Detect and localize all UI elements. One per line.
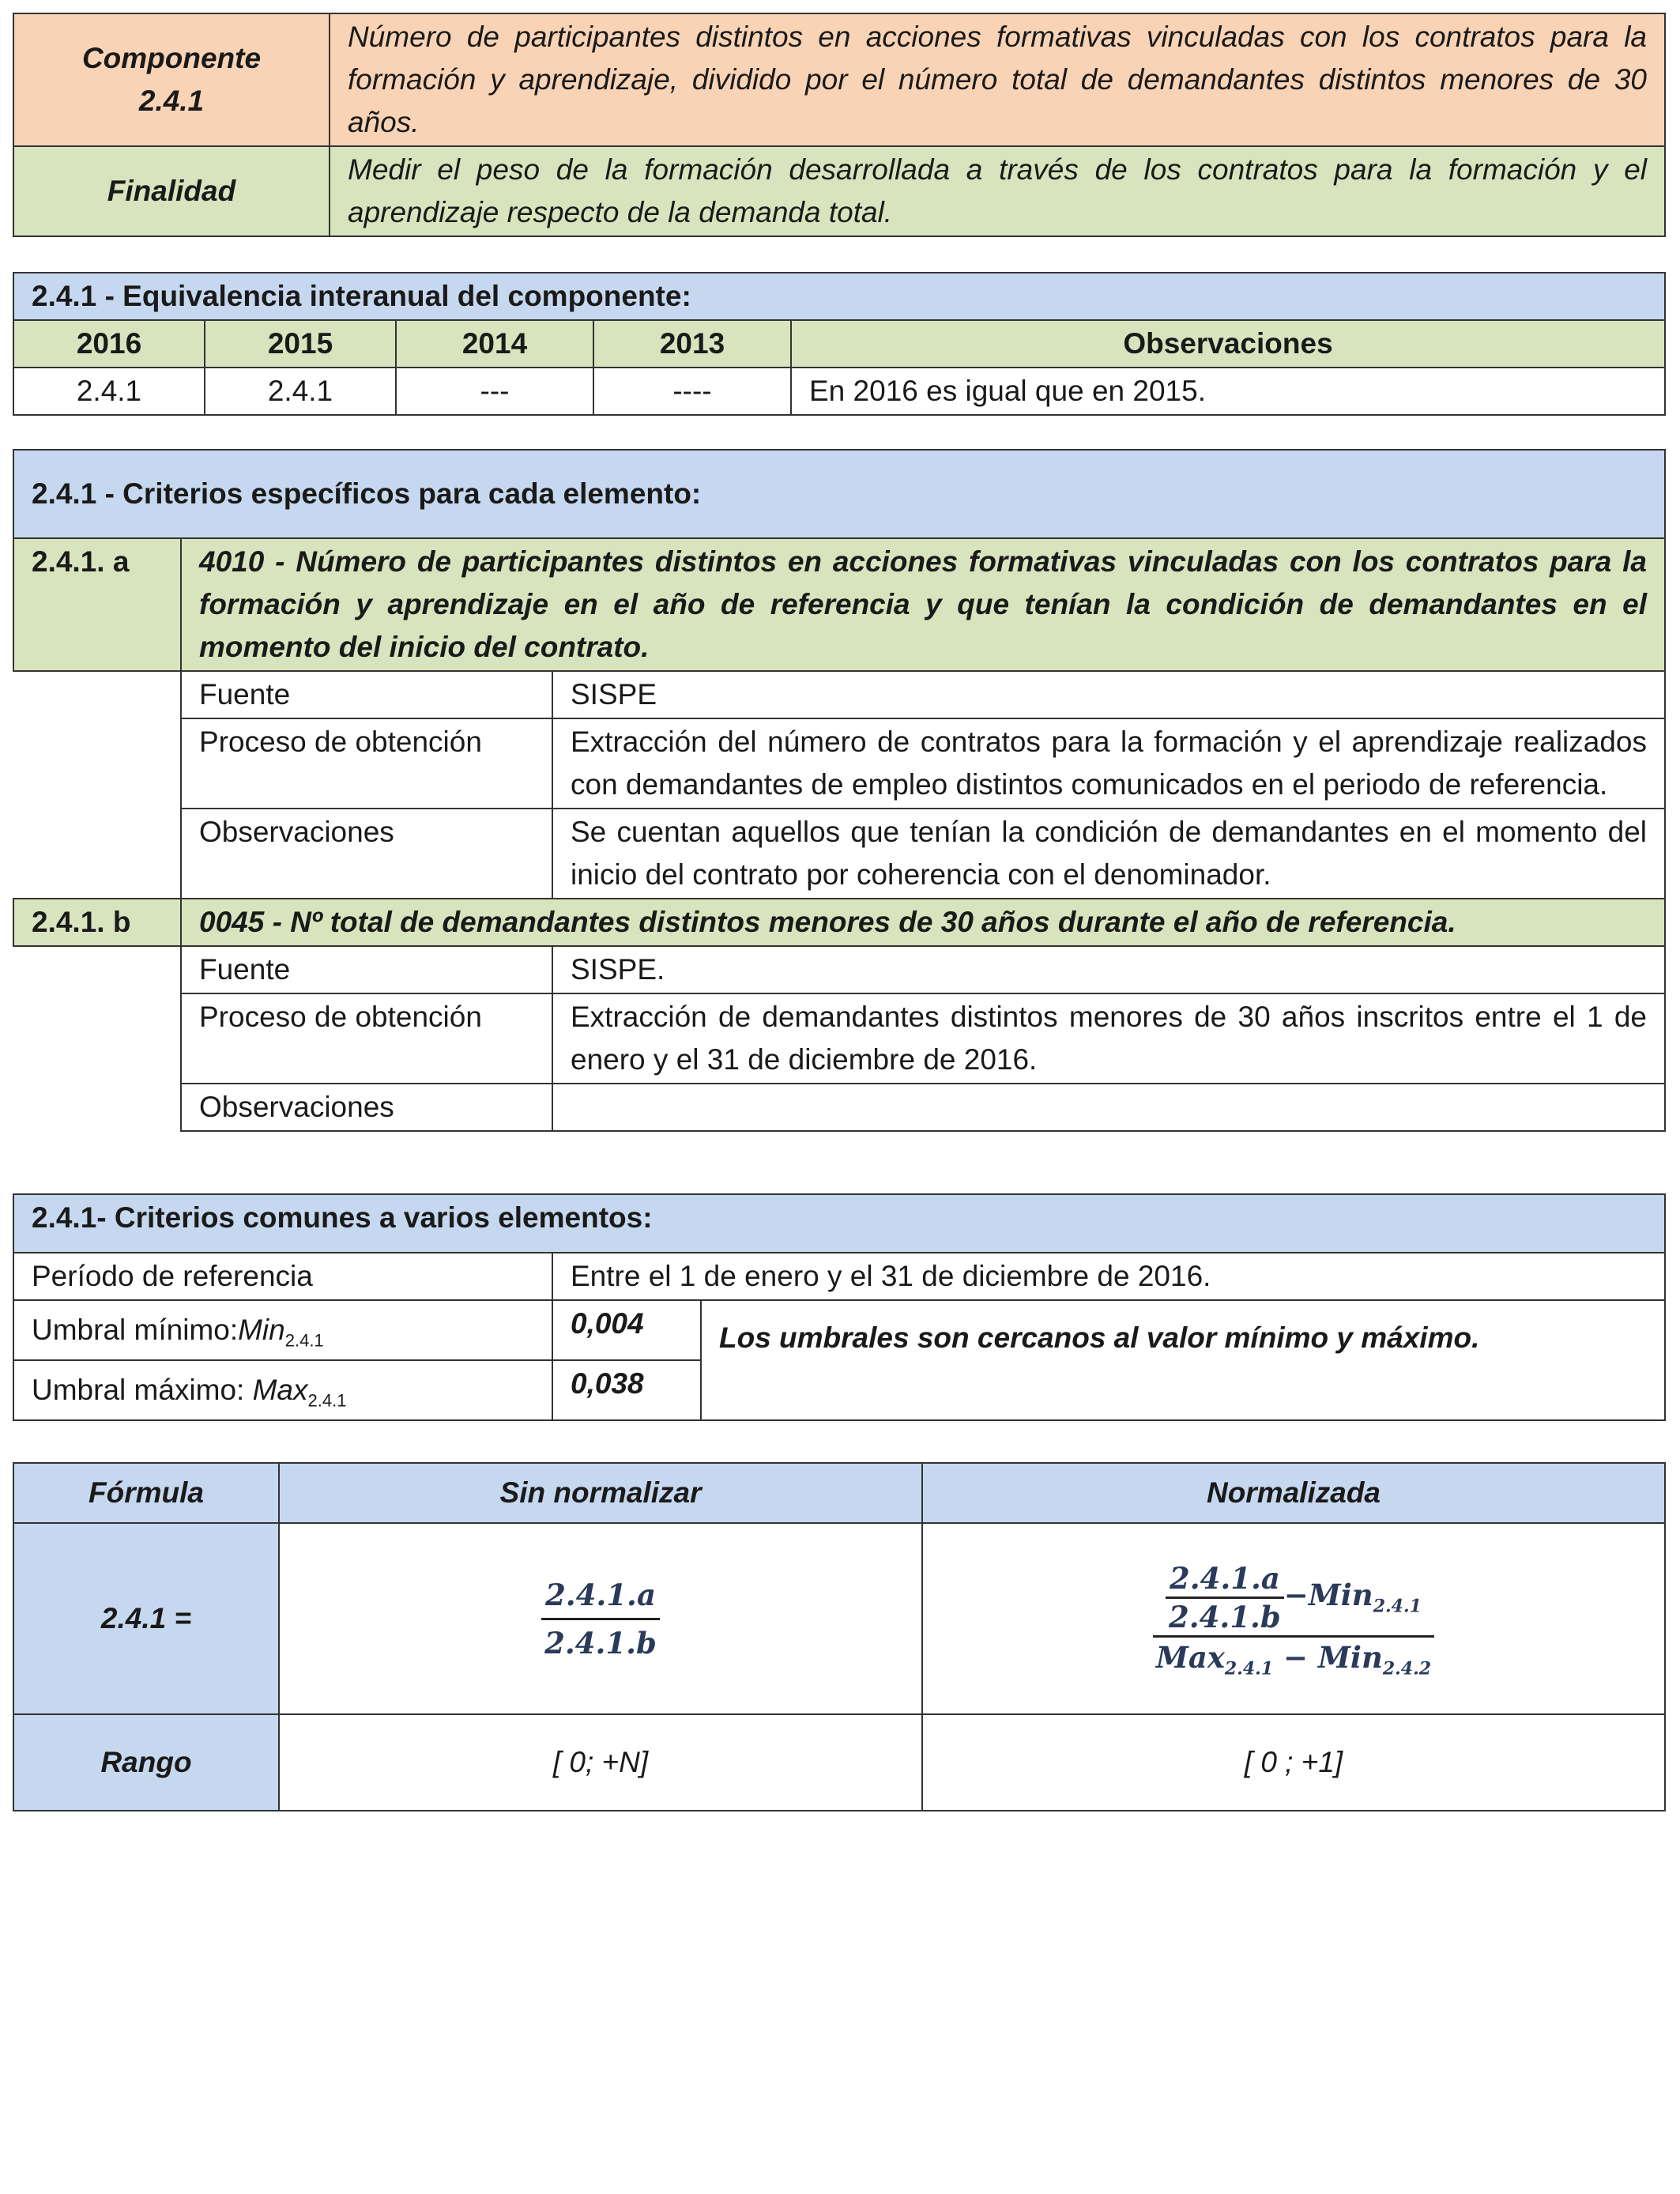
element-a-proceso: Extracción del número de contratos para la formación y el aprendizaje realizados con demandantes de empleo distintos comunicados en el periodo de referencia. <box>552 718 1665 809</box>
componente-label: Componente <box>81 42 262 74</box>
formula-norm-numerator <box>1162 1562 1425 1635</box>
formula-norm-minus-2: − <box>1283 1640 1309 1675</box>
formula-norm-max-symbol: Max <box>1155 1640 1225 1675</box>
element-b-code: 2.4.1. b <box>13 899 181 946</box>
element-b-title: 0045 - Nº total de demandantes distintos menores de 30 años durante el año de referencia. <box>181 899 1665 946</box>
umbral-max-value: 0,038 <box>552 1360 701 1420</box>
umbral-max-text: Umbral máximo: <box>32 1374 253 1406</box>
element-b-fuente-label: Fuente <box>181 946 552 993</box>
element-b-proceso: Extracción de demandantes distintos menores de 30 años inscritos entre el 1 de enero y el 31 de diciembre de 2016. <box>552 993 1665 1084</box>
equivalencia-col-2016: 2016 <box>13 320 205 368</box>
element-a-proceso-label: Proceso de obtención <box>181 718 552 809</box>
formula-norm-inner-num: 2.4.1.a <box>1169 1561 1280 1596</box>
equivalencia-val-2015: 2.4.1 <box>205 368 396 415</box>
equivalencia-val-2013: ---- <box>593 368 791 415</box>
formula-sin-normalizar <box>279 1523 922 1714</box>
umbral-min-symbol: Min <box>238 1314 285 1346</box>
equivalencia-val-observaciones: En 2016 es igual que en 2015. <box>791 368 1665 415</box>
umbral-min-value: 0,004 <box>552 1300 701 1360</box>
umbral-max-symbol: Max <box>252 1374 308 1406</box>
element-a-obs-label: Observaciones <box>181 809 552 899</box>
finalidad-text: Medir el peso de la formación desarrollada a través de los contratos para la formación y el aprendizaje respecto de la demanda total. <box>330 146 1665 236</box>
formula-norm-min2-sub: 2.4.2 <box>1382 1658 1432 1679</box>
formula-col-sin: Sin normalizar <box>279 1463 922 1523</box>
equivalencia-table <box>13 272 1666 416</box>
equivalencia-col-observaciones: Observaciones <box>791 320 1665 368</box>
umbral-max-subscript: 2.4.1 <box>307 1390 347 1411</box>
formula-col-norm: Normalizada <box>922 1463 1665 1523</box>
element-b-obs-label: Observaciones <box>181 1084 552 1131</box>
element-a-title: 4010 - Número de participantes distintos en acciones formativas vinculadas con los contratos para la formación y aprendizaje en el año de referencia y que tenían la condición de demandantes en el momento del inicio del contrato. <box>181 538 1665 671</box>
formula-sin-denominator: 2.4.1.b <box>541 1618 660 1664</box>
formula-norm-min2-symbol: Min <box>1317 1640 1383 1675</box>
element-a-spacer <box>13 671 181 899</box>
formula-table <box>13 1462 1666 1811</box>
formula-norm-inner-den: 2.4.1.b <box>1166 1596 1284 1634</box>
componente-number: 2.4.1 <box>138 85 205 117</box>
formula-sin-fraction <box>541 1574 660 1664</box>
formula-norm-denominator <box>1153 1635 1434 1679</box>
formula-norm-minus-1: − <box>1283 1578 1309 1612</box>
equivalencia-col-2015: 2015 <box>205 320 396 368</box>
formula-norm-max-sub: 2.4.1 <box>1224 1658 1274 1679</box>
rango-sin: [ 0; +N] <box>279 1714 922 1811</box>
formula-sin-numerator: 2.4.1.a <box>545 1577 656 1612</box>
comunes-title: 2.4.1- Criterios comunes a varios elementos: <box>13 1194 1665 1253</box>
especificos-title: 2.4.1 - Criterios específicos para cada elemento: <box>13 450 1665 538</box>
element-a-fuente: SISPE <box>552 671 1665 718</box>
equivalencia-val-2014: --- <box>396 368 593 415</box>
formula-col-formula: Fórmula <box>13 1463 279 1523</box>
formula-row-label: 2.4.1 = <box>13 1523 279 1714</box>
formula-norm-min-symbol: Min <box>1308 1578 1373 1612</box>
componente-description: Número de participantes distintos en acciones formativas vinculadas con los contratos para la formación y aprendizaje, dividido por el número total de demandantes distintos menores de 30 años. <box>330 13 1665 146</box>
rango-norm: [ 0 ; +1] <box>922 1714 1665 1811</box>
element-a-fuente-label: Fuente <box>181 671 552 718</box>
periodo-label: Período de referencia <box>13 1253 552 1300</box>
umbral-max-label <box>13 1360 552 1420</box>
umbral-note: Los umbrales son cercanos al valor mínimo y máximo. <box>701 1300 1665 1420</box>
rango-label: Rango <box>13 1714 279 1811</box>
umbral-min-subscript: 2.4.1 <box>284 1330 324 1351</box>
element-b-proceso-label: Proceso de obtención <box>181 993 552 1084</box>
equivalencia-title: 2.4.1 - Equivalencia interanual del componente: <box>13 273 1665 320</box>
element-a-code: 2.4.1. a <box>13 538 181 671</box>
equivalencia-col-2013: 2013 <box>593 320 791 368</box>
componente-cell <box>13 13 330 146</box>
element-b-fuente: SISPE. <box>552 946 1665 993</box>
finalidad-label: Finalidad <box>13 146 330 236</box>
component-header-table <box>13 13 1666 237</box>
formula-norm-inner-fraction <box>1166 1562 1284 1634</box>
periodo-value: Entre el 1 de enero y el 31 de diciembre de 2016. <box>552 1253 1665 1300</box>
formula-normalizada <box>922 1523 1665 1714</box>
element-a-obs: Se cuentan aquellos que tenían la condición de demandantes en el momento del inicio del contrato por coherencia con el denominador. <box>552 809 1665 899</box>
criterios-comunes-table <box>13 1193 1666 1421</box>
element-b-spacer <box>13 946 181 1131</box>
element-b-obs <box>552 1084 1665 1131</box>
equivalencia-col-2014: 2014 <box>396 320 593 368</box>
formula-norm-min-sub: 2.4.1 <box>1373 1596 1422 1617</box>
umbral-min-text: Umbral mínimo: <box>32 1314 239 1346</box>
umbral-min-label <box>13 1300 552 1360</box>
criterios-especificos-table <box>13 449 1666 1132</box>
equivalencia-val-2016: 2.4.1 <box>13 368 205 415</box>
formula-norm-fraction <box>1153 1561 1434 1679</box>
